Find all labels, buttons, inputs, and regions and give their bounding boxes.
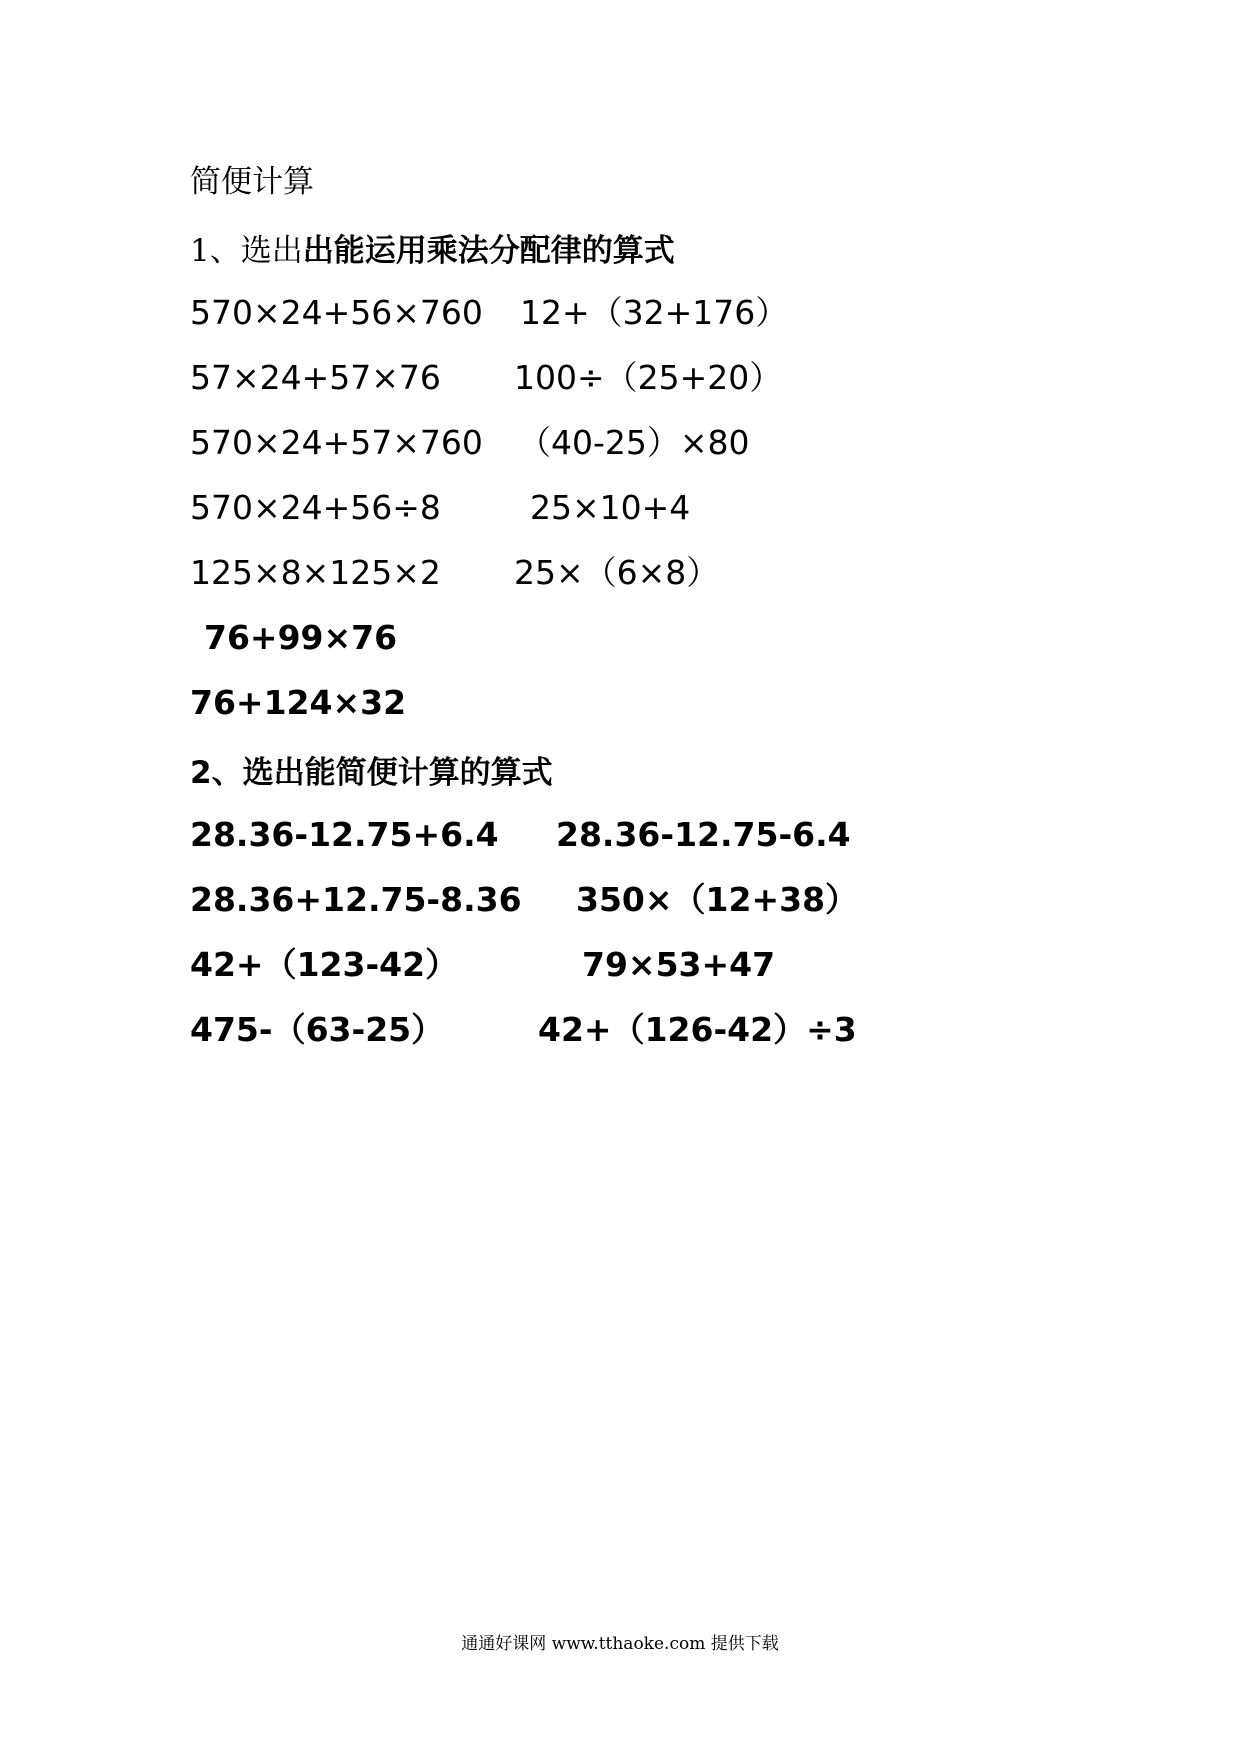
page-title: 简便计算 [190, 164, 314, 200]
s1-expr-left-3: 570×24+57×760 [190, 423, 483, 462]
s2-expr-right-2: 350×（12+38） [576, 880, 859, 919]
s1-expr-extra-1: 76+99×76 [204, 618, 398, 657]
s1-expr-right-1: 12+（32+176） [520, 293, 789, 332]
s2-expr-left-3: 42+（123-42） [190, 945, 459, 984]
s2-expr-right-4: 42+（126-42）÷3 [538, 1010, 857, 1049]
s2-expr-right-3: 79×53+47 [582, 945, 776, 984]
s1-expr-right-3: （40-25）×80 [518, 423, 750, 462]
s1-expr-left-5: 125×8×125×2 [190, 553, 441, 592]
section1-heading [190, 233, 675, 269]
footer-note: 通通好课网 www.tthaoke.com 提供下载 [461, 1634, 779, 1654]
section1-heading-rest: 出能运用乘法分配律的算式 [302, 233, 675, 269]
s1-expr-right-5: 25×（6×8） [514, 553, 720, 592]
section2-heading: 2、选出能简便计算的算式 [190, 755, 553, 791]
s1-expr-extra-2: 76+124×32 [190, 683, 407, 722]
s2-expr-right-1: 28.36-12.75-6.4 [556, 815, 851, 854]
s1-expr-left-2: 57×24+57×76 [190, 358, 441, 397]
s2-expr-left-4: 475-（63-25） [190, 1010, 445, 1049]
s1-expr-left-4: 570×24+56÷8 [190, 488, 441, 527]
s1-expr-right-2: 100÷（25+20） [514, 358, 783, 397]
s1-expr-right-4: 25×10+4 [530, 488, 691, 527]
s2-expr-left-2: 28.36+12.75-8.36 [190, 880, 522, 919]
s1-expr-left-1: 570×24+56×760 [190, 293, 483, 332]
section1-heading-prefix: 1、选出 [190, 233, 303, 269]
s2-expr-left-1: 28.36-12.75+6.4 [190, 815, 499, 854]
